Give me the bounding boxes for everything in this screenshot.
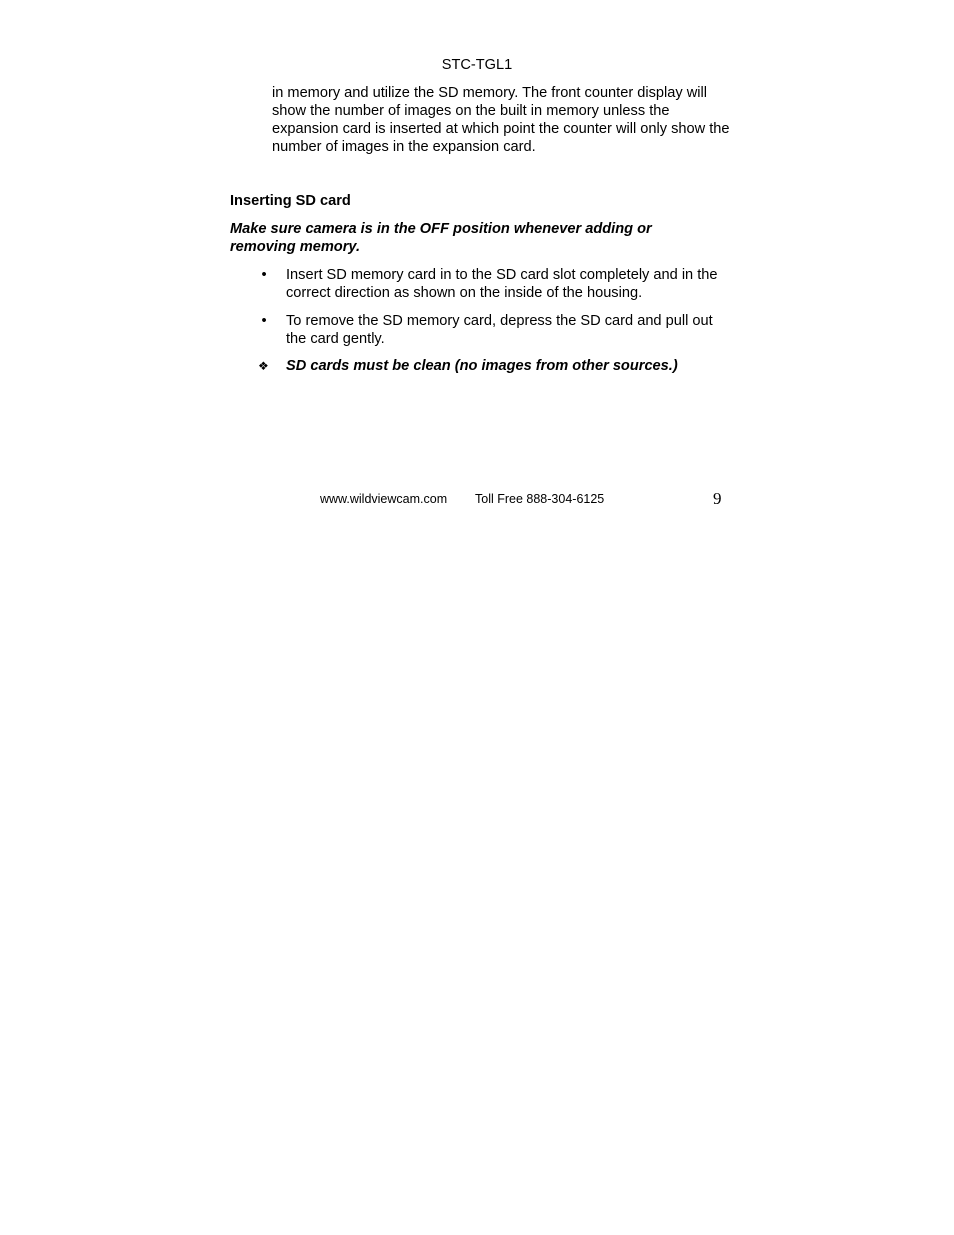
note-text-block xyxy=(230,357,730,375)
page-header-title: STC-TGL1 xyxy=(441,57,513,73)
instruction-list xyxy=(230,266,730,358)
bullet-icon: • xyxy=(261,313,267,329)
warning-text: Make sure camera is in the OFF position whenever adding or removing memory. xyxy=(230,221,652,255)
note-text: SD cards must be clean (no images from other sources.) xyxy=(286,358,678,374)
intro-paragraph: in memory and utilize the SD memory. The front counter display will show the number of images on the built in memory unless the expansion card is inserted at which point the counter will only show the number of images in the expansion card. xyxy=(272,85,730,155)
list-item-text: Insert SD memory card in to the SD card slot completely and in the correct direction as shown on the inside of the housing. xyxy=(286,267,718,301)
footer-website: www.wildviewcam.com xyxy=(320,492,448,506)
list-item xyxy=(230,266,730,302)
bullet-icon: • xyxy=(261,267,267,283)
diamond-bullet-icon: ❖ xyxy=(258,359,269,373)
footer-phone: Toll Free 888-304-6125 xyxy=(475,492,605,506)
list-item xyxy=(230,312,730,348)
list-item-text: To remove the SD memory card, depress the SD card and pull out the card gently. xyxy=(286,313,713,347)
page-number: 9 xyxy=(713,489,722,508)
section-heading: Inserting SD card xyxy=(230,193,351,209)
